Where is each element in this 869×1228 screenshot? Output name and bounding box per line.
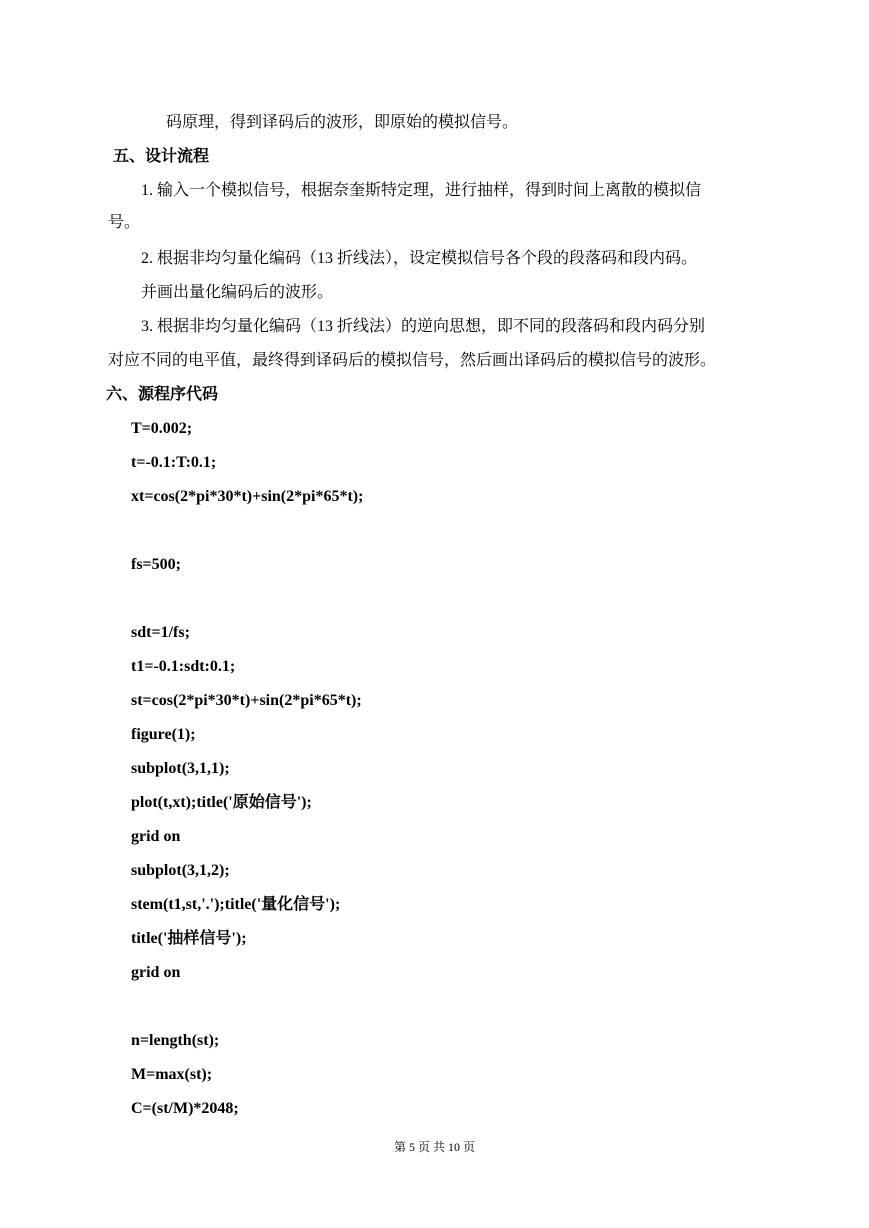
code-line: grid on [131,964,181,981]
section-5-heading: 五、设计流程 [113,148,210,165]
code-line: sdt=1/fs; [131,624,190,641]
code-line: t=-0.1:T:0.1; [131,454,217,471]
code-line: xt=cos(2*pi*30*t)+sin(2*pi*65*t); [131,488,364,505]
step-3-line-2: 对应不同的电平值，最终得到译码后的模拟信号，然后画出译码后的模拟信号的波形。 [108,352,717,369]
code-line: figure(1); [131,726,196,743]
page-footer: 第 5 页 共 10 页 [393,1140,475,1154]
step-2-line-1: 2. 根据非均匀量化编码（13 折线法），设定模拟信号各个段的段落码和段内码。 [141,250,698,267]
code-line: t1=-0.1:sdt:0.1; [131,658,236,675]
code-line: fs=500; [131,556,181,573]
code-line: grid on [131,828,181,845]
code-line: st=cos(2*pi*30*t)+sin(2*pi*65*t); [131,692,362,709]
code-line: subplot(3,1,1); [131,760,230,777]
step-1-line-1: 1. 输入一个模拟信号，根据奈奎斯特定理，进行抽样，得到时间上离散的模拟信 [141,182,702,199]
step-3-line-1: 3. 根据非均匀量化编码（13 折线法）的逆向思想，即不同的段落码和段内码分别 [141,318,706,335]
step-2-line-2: 并画出量化编码后的波形。 [141,284,334,301]
step-1-line-2: 号。 [108,214,141,231]
code-line: C=(st/M)*2048; [131,1100,239,1117]
code-line: stem(t1,st,'.');title('量化信号'); [131,896,341,913]
code-line: plot(t,xt);title('原始信号'); [131,794,312,811]
code-line: T=0.002; [131,420,193,437]
code-line: subplot(3,1,2); [131,862,230,879]
code-line: n=length(st); [131,1032,220,1049]
code-line: title('抽样信号'); [131,930,247,947]
intro-continuation: 码原理，得到译码后的波形，即原始的模拟信号。 [166,114,519,131]
code-line: M=max(st); [131,1066,213,1083]
section-6-heading: 六、源程序代码 [106,386,219,403]
